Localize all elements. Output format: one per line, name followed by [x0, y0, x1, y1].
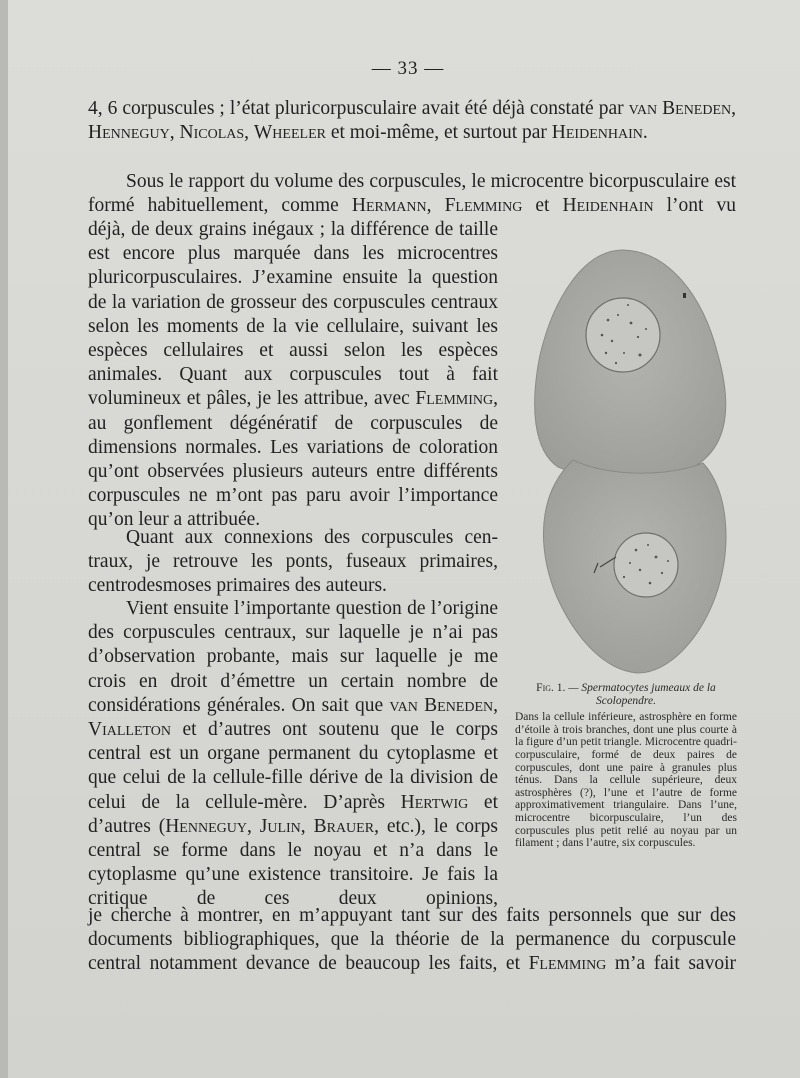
text-run: et	[522, 195, 563, 217]
author-name: Nicolas	[179, 122, 245, 144]
paragraph-1	[88, 97, 736, 145]
text-run: et d’autres ont soutenu que le corps central est un organe permanent du cytoplasme et que celui de la cellule-fille dérive de la division de celui de la cellule-mère. D’après	[88, 719, 498, 813]
text-run: , au gonflement dégénératif de corpuscules de dimensions normales. Les variations de coloration qu’ont observées plusieurs auteurs entre différents corpuscules ne m’ont pas paru avoir l’importance qu’on leur a attribuée.	[88, 388, 498, 531]
text-run: 4, 6 corpuscules ; l’état pluricorpusculaire avait été déjà constaté par	[88, 98, 629, 119]
paragraph-2-narrow	[88, 218, 498, 533]
caption-body: Dans la cellule inférieure, astrosphère en forme d’étoile à trois branches, dont une plus courte à la figure d’un petit triangle. Microcentre quadricorpusculaire, formé de deux paires de corpuscules, dont une paire à granules plus ténus. Dans la cellule supérieure, deux astrosphères (?), l’une et l’autre de forme approximativement triangulaire. Dans l’une, microcentre bicorpusculaire, l’un des corpuscules plus petit relié au noyau par un filament ; dans l’autre, six corpuscules.	[515, 711, 737, 850]
caption-fig-title: — Spermatocytes jumeaux de la Scolopendre.	[565, 682, 716, 707]
author-name: Vialleton	[88, 719, 172, 741]
text-run: et moi-même, et surtout par	[325, 122, 552, 144]
text-run: ,	[426, 195, 445, 217]
author-name: Wheeler	[253, 122, 326, 144]
text-run: ,	[300, 815, 314, 837]
author-name: Hermann	[351, 195, 427, 217]
page-number: — 33 —	[371, 58, 445, 79]
author-name: Flemming	[444, 195, 523, 217]
text-run: ,	[169, 122, 180, 144]
author-name: Julin	[259, 815, 301, 837]
upper-nucleus	[586, 298, 660, 372]
author-name: Henneguy	[88, 122, 170, 144]
paragraph-3	[88, 526, 498, 599]
text-run: ,	[244, 122, 254, 144]
author-name: Heidenhain	[551, 122, 643, 144]
paragraph-2-full	[88, 170, 736, 218]
figure-caption	[515, 682, 737, 850]
caption-title	[515, 682, 737, 707]
text-run: .	[642, 122, 648, 144]
author-name: Hertwig	[400, 791, 469, 813]
author-name: Heidenhain	[562, 195, 654, 217]
text-run: Sous le rapport du volume des corpuscules, le microcentre bicorpusculaire est formé habituellement, comme	[88, 171, 736, 217]
author-name: Flemming	[415, 388, 494, 410]
author-name: Henneguy	[165, 815, 247, 837]
caption-fig-label: Fig. 1.	[536, 682, 566, 694]
text-run: l’ont vu	[653, 195, 736, 217]
text-run: , etc.), le corps central se forme dans le noyau et n’a dans le cytoplasme qu’une existence transitoire. Je fais la critique de ces deux opinions,	[88, 815, 498, 910]
text-run: je cherche à montrer, en m’appuyant tant sur des faits personnels que sur des documents bibliographiques, que la théorie de la permanence du corpuscule central notamment devance de beaucoup les faits, et	[88, 905, 736, 975]
author-name: Flemming	[528, 953, 607, 975]
text-run: m’a fait savoir	[606, 953, 736, 975]
text-run: ,	[246, 815, 260, 837]
text-run: Vient ensuite l’importante question de l’origine des corpuscules centraux, sur laquelle je n’ai pas d’observation probante, mais sur laquelle je me crois en droit d’émettre un certain nombre de considérations générales. On sait que	[88, 598, 498, 716]
paragraph-4-full	[88, 904, 736, 977]
author-name: van	[628, 98, 658, 119]
spermatocytes-figure	[528, 245, 738, 675]
text-run: et d’autres (	[88, 791, 498, 837]
author-name: Beneden	[662, 98, 732, 119]
author-name: Brauer	[313, 815, 375, 837]
text-run: ,	[731, 98, 737, 119]
text-run: Quant aux connexions des corpuscules centraux, je retrouve les ponts, fuseaux primaires, centrodesmoses primaires des auteurs.	[88, 527, 498, 597]
lower-nucleus	[614, 533, 678, 597]
text-run: déjà, de deux grains inégaux ; la différence de taille est encore plus marquée dans les microcentres pluricorpusculaires. J’examine ensuite la question de la variation de grosseur des corpuscules centraux selon les moments de la vie cellulaire, suivant les espèces cellulaires et aussi selon les espèces animales. Quant aux corpuscules tout à fait volumineux et pâles, je les attribue, avec	[88, 219, 498, 410]
author-name: van Beneden	[389, 694, 494, 716]
paragraph-4-narrow	[88, 597, 498, 912]
text-run: ,	[493, 694, 499, 716]
